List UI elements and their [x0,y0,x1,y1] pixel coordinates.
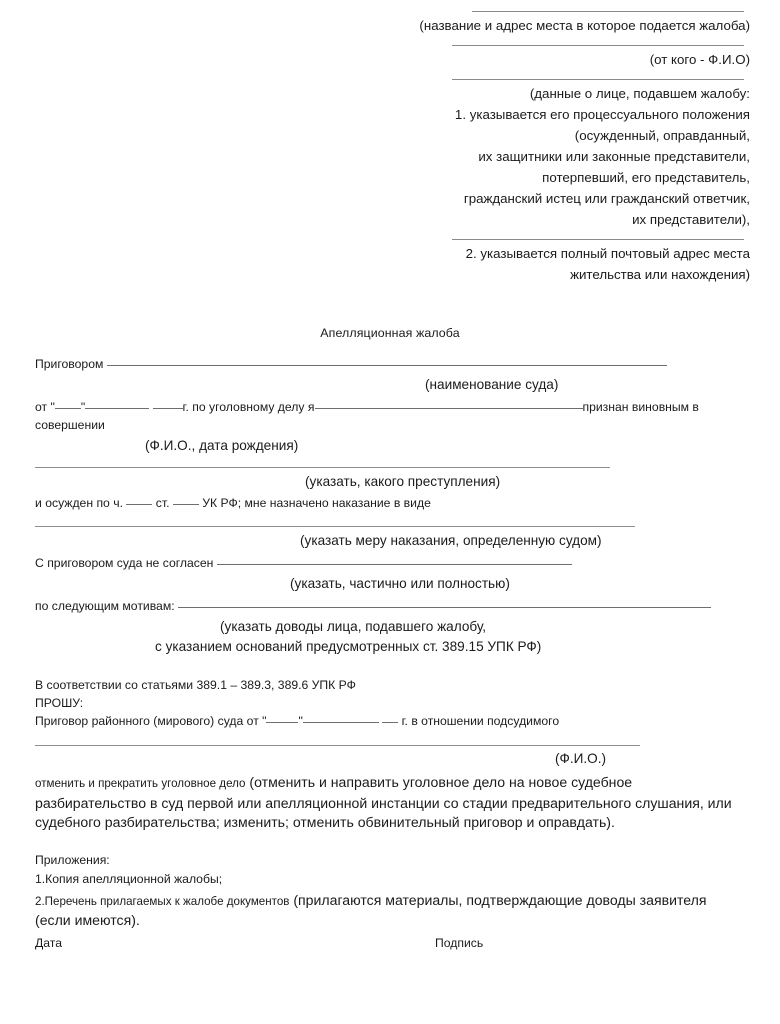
blank-crime-line[interactable] [35,467,610,468]
line-case-date [35,400,747,415]
header-line-convicted-acquitted: (осужденный, оправданный, [574,128,750,143]
document-title [0,326,780,340]
label-article: ст. [155,496,170,510]
document-title-text: Апелляционная жалоба [320,326,460,340]
blank-day[interactable] [55,408,81,409]
document-body [35,357,747,931]
caption-crime: (указать, какого преступления) [305,474,501,489]
label-district-prefix: Приговор районного (мирового) суда от " [35,714,267,728]
paragraph-relief [35,773,735,833]
blank-month[interactable] [85,408,149,409]
header-rule-3 [452,79,744,80]
relief-lead-text: отменить и прекратить уголовное дело [35,777,246,790]
header-rule-1 [472,11,744,12]
caption-arguments-line2: с указанием оснований предусмотренных ст. 389.15 УПК РФ) [155,639,542,654]
signature-row [35,936,747,950]
caption-arguments-line1: (указать доводы лица, подавшего жалобу, [220,619,487,634]
label-district-suffix: г. в отношении подсудимого [401,714,560,728]
header-line-representatives: их представители), [632,212,750,227]
header-line-residence: жительства или нахождения) [570,267,750,282]
label-date-suffix: г. по уголовному делу я [182,400,315,414]
blank-district-day[interactable] [266,722,298,723]
relief-main-text: (отменить и направить уголовное дело на новое судебное разбирательство в суд первой или апелляционной инстанции со стадии предварительного слушания, или судебного разбирательства; изменить; отменить обвинительный приговор и оправдать). [35,774,732,831]
label-disagree: С приговором суда не согласен [35,556,214,570]
header-line-applicant-data: (данные о лице, подавшем жалобу: [529,86,750,101]
blank-disagree-extent[interactable] [217,564,572,565]
header-rule-4 [452,239,744,240]
line-convicted-article [35,496,747,511]
label-verdict: Приговором [35,357,104,371]
line-committed: совершении [35,418,105,432]
line-district-verdict [35,714,747,729]
label-motives: по следующим мотивам: [35,599,175,613]
line-in-accordance: В соответствии со статьями 389.1 – 389.3, 389.6 УПК РФ [35,678,356,692]
caption-fio: (Ф.И.О.) [555,751,607,766]
attachment-item-2 [35,891,735,931]
date-label: Дата [35,936,62,950]
blank-article-number[interactable] [173,504,199,505]
header-line-from-whom: (от кого - Ф.И.О) [649,52,750,67]
label-date-quote: " [80,400,86,414]
header-line-court-address: (название и адрес места в которое подается жалоба) [419,18,750,33]
header-rule-2 [452,45,744,46]
signature-label: Подпись [435,936,484,950]
blank-district-month[interactable] [303,722,379,723]
attachment-2-lead-text: 2.Перечень прилагаемых к жалобе документов [35,894,290,908]
blank-part[interactable] [126,504,152,505]
line-request-heading: ПРОШУ: [35,696,84,710]
header-line-victim: потерпевший, его представитель, [542,170,750,185]
label-found-guilty: признан виновным в [582,400,699,414]
caption-penalty: (указать меру наказания, определенную судом) [300,533,602,548]
header-line-postal-address: 2. указывается полный почтовый адрес места [465,246,750,261]
blank-defendant-name[interactable] [315,408,583,409]
caption-court-name: (наименование суда) [425,377,559,392]
label-convicted-prefix: и осужден по ч. [35,496,123,510]
label-date-prefix: от " [35,400,55,414]
header-line-civil-plaintiff: гражданский истец или гражданский ответчик, [463,191,750,206]
blank-penalty-line[interactable] [35,526,635,527]
line-verdict [35,357,747,372]
line-disagree [35,556,747,571]
header-addressee-block [330,0,750,285]
blank-court-name[interactable] [107,365,667,366]
line-motives [35,599,747,614]
attachments-heading: Приложения: [35,852,110,867]
attachment-2-main-text: (прилагаются материалы, подтверждающие доводы заявителя (если имеются). [35,891,707,929]
label-convicted-suffix: УК РФ; мне назначено наказание в виде [202,496,431,510]
caption-fio-birthdate: (Ф.И.О., дата рождения) [145,438,299,453]
label-district-quote: " [298,714,303,728]
blank-defendant-fio-line[interactable] [35,745,640,746]
blank-year[interactable] [153,408,183,409]
caption-partial-or-full: (указать, частично или полностью) [290,576,510,591]
header-line-procedural-status: 1. указывается его процессуального положения [454,107,750,122]
blank-motives[interactable] [178,607,711,608]
attachment-item-1: 1.Копия апелляционной жалобы; [35,871,223,886]
blank-district-year[interactable] [382,722,398,723]
header-line-defenders: их защитники или законные представители, [478,149,750,164]
